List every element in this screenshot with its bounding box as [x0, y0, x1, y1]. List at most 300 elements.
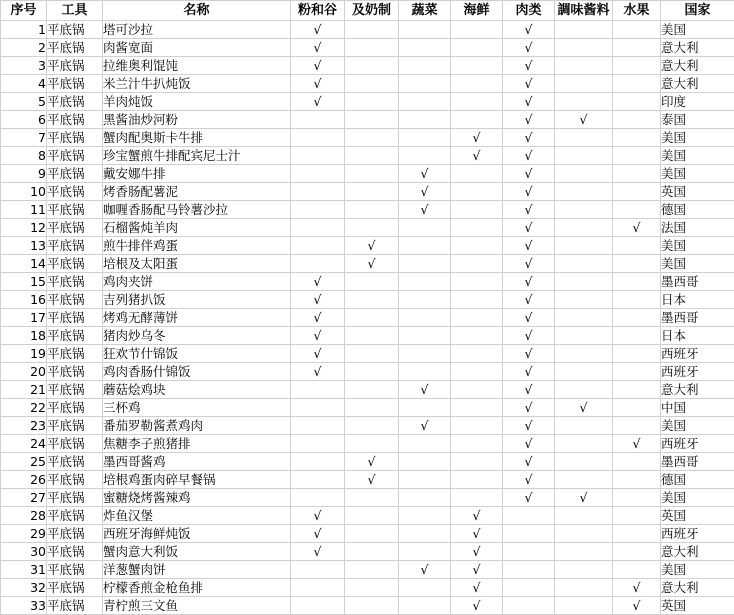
col-header-name[interactable]: 名称 — [103, 1, 291, 21]
cell-meat[interactable] — [503, 219, 555, 237]
col-header-grains[interactable]: 粉和谷 — [291, 1, 345, 21]
cell-sauces[interactable] — [555, 579, 613, 597]
cell-seafood[interactable] — [451, 57, 503, 75]
cell-grains[interactable] — [291, 453, 345, 471]
cell-tool[interactable]: 平底锅 — [47, 201, 103, 219]
cell-tool[interactable]: 平底锅 — [47, 129, 103, 147]
cell-fruit[interactable] — [613, 363, 661, 381]
cell-name[interactable]: 戴安娜牛排 — [103, 165, 291, 183]
cell-sauces[interactable] — [555, 219, 613, 237]
cell-country[interactable]: 西班牙 — [661, 345, 734, 363]
cell-grains[interactable] — [291, 525, 345, 543]
cell-sauces[interactable] — [555, 255, 613, 273]
cell-meat[interactable] — [503, 489, 555, 507]
cell-dairy[interactable] — [345, 561, 399, 579]
cell-name[interactable]: 蜜糖烧烤酱辣鸡 — [103, 489, 291, 507]
cell-fruit[interactable] — [613, 525, 661, 543]
cell-fruit[interactable] — [613, 561, 661, 579]
cell-dairy[interactable] — [345, 345, 399, 363]
cell-grains[interactable] — [291, 507, 345, 525]
cell-grains[interactable] — [291, 75, 345, 93]
cell-name[interactable]: 米兰汁牛扒炖饭 — [103, 75, 291, 93]
cell-id[interactable]: 21 — [1, 381, 47, 399]
cell-dairy[interactable] — [345, 165, 399, 183]
cell-tool[interactable]: 平底锅 — [47, 75, 103, 93]
cell-id[interactable]: 16 — [1, 291, 47, 309]
cell-country[interactable]: 意大利 — [661, 579, 734, 597]
cell-fruit[interactable] — [613, 165, 661, 183]
cell-country[interactable]: 墨西哥 — [661, 273, 734, 291]
cell-name[interactable]: 烤鸡无酵薄饼 — [103, 309, 291, 327]
cell-dairy[interactable] — [345, 39, 399, 57]
cell-grains[interactable] — [291, 399, 345, 417]
cell-sauces[interactable] — [555, 507, 613, 525]
cell-tool[interactable]: 平底锅 — [47, 219, 103, 237]
cell-grains[interactable] — [291, 219, 345, 237]
cell-dairy[interactable] — [345, 201, 399, 219]
cell-dairy[interactable] — [345, 147, 399, 165]
cell-country[interactable]: 墨西哥 — [661, 309, 734, 327]
cell-tool[interactable]: 平底锅 — [47, 399, 103, 417]
cell-tool[interactable]: 平底锅 — [47, 183, 103, 201]
cell-seafood[interactable] — [451, 579, 503, 597]
cell-name[interactable]: 青柠煎三文鱼 — [103, 597, 291, 615]
cell-vegetables[interactable] — [399, 507, 451, 525]
cell-tool[interactable]: 平底锅 — [47, 147, 103, 165]
cell-seafood[interactable] — [451, 273, 503, 291]
cell-vegetables[interactable] — [399, 489, 451, 507]
cell-id[interactable]: 7 — [1, 129, 47, 147]
cell-vegetables[interactable] — [399, 327, 451, 345]
cell-id[interactable]: 17 — [1, 309, 47, 327]
cell-grains[interactable] — [291, 345, 345, 363]
cell-tool[interactable]: 平底锅 — [47, 507, 103, 525]
cell-meat[interactable] — [503, 111, 555, 129]
cell-country[interactable]: 美国 — [661, 21, 734, 39]
cell-dairy[interactable] — [345, 111, 399, 129]
cell-id[interactable]: 25 — [1, 453, 47, 471]
cell-seafood[interactable] — [451, 75, 503, 93]
cell-id[interactable]: 31 — [1, 561, 47, 579]
cell-grains[interactable] — [291, 93, 345, 111]
cell-vegetables[interactable] — [399, 111, 451, 129]
cell-vegetables[interactable] — [399, 165, 451, 183]
cell-fruit[interactable] — [613, 237, 661, 255]
cell-dairy[interactable] — [345, 543, 399, 561]
cell-fruit[interactable] — [613, 435, 661, 453]
cell-seafood[interactable] — [451, 489, 503, 507]
cell-fruit[interactable] — [613, 327, 661, 345]
col-header-meat[interactable]: 肉类 — [503, 1, 555, 21]
col-header-sauces[interactable]: 調味酱料 — [555, 1, 613, 21]
cell-dairy[interactable] — [345, 435, 399, 453]
cell-fruit[interactable] — [613, 507, 661, 525]
cell-grains[interactable] — [291, 579, 345, 597]
cell-fruit[interactable] — [613, 471, 661, 489]
cell-fruit[interactable] — [613, 93, 661, 111]
cell-meat[interactable] — [503, 399, 555, 417]
cell-dairy[interactable] — [345, 597, 399, 615]
cell-sauces[interactable] — [555, 147, 613, 165]
cell-seafood[interactable] — [451, 345, 503, 363]
cell-grains[interactable] — [291, 129, 345, 147]
cell-meat[interactable] — [503, 435, 555, 453]
cell-sauces[interactable] — [555, 327, 613, 345]
cell-id[interactable]: 30 — [1, 543, 47, 561]
cell-grains[interactable] — [291, 381, 345, 399]
col-header-vegetables[interactable]: 蔬菜 — [399, 1, 451, 21]
cell-seafood[interactable] — [451, 309, 503, 327]
cell-tool[interactable]: 平底锅 — [47, 327, 103, 345]
cell-vegetables[interactable] — [399, 471, 451, 489]
cell-dairy[interactable] — [345, 273, 399, 291]
cell-meat[interactable] — [503, 39, 555, 57]
cell-id[interactable]: 5 — [1, 93, 47, 111]
cell-grains[interactable] — [291, 237, 345, 255]
cell-vegetables[interactable] — [399, 291, 451, 309]
cell-tool[interactable]: 平底锅 — [47, 525, 103, 543]
cell-seafood[interactable] — [451, 39, 503, 57]
cell-tool[interactable]: 平底锅 — [47, 111, 103, 129]
cell-grains[interactable] — [291, 417, 345, 435]
cell-tool[interactable]: 平底锅 — [47, 363, 103, 381]
cell-dairy[interactable] — [345, 453, 399, 471]
cell-country[interactable]: 墨西哥 — [661, 453, 734, 471]
cell-vegetables[interactable] — [399, 345, 451, 363]
cell-dairy[interactable] — [345, 579, 399, 597]
cell-meat[interactable] — [503, 201, 555, 219]
cell-id[interactable]: 15 — [1, 273, 47, 291]
cell-name[interactable]: 蟹肉意大利饭 — [103, 543, 291, 561]
cell-vegetables[interactable] — [399, 129, 451, 147]
cell-sauces[interactable] — [555, 597, 613, 615]
cell-dairy[interactable] — [345, 471, 399, 489]
cell-country[interactable]: 意大利 — [661, 75, 734, 93]
cell-tool[interactable]: 平底锅 — [47, 489, 103, 507]
cell-sauces[interactable] — [555, 363, 613, 381]
cell-dairy[interactable] — [345, 183, 399, 201]
cell-seafood[interactable] — [451, 561, 503, 579]
cell-name[interactable]: 三杯鸡 — [103, 399, 291, 417]
cell-fruit[interactable] — [613, 597, 661, 615]
cell-sauces[interactable] — [555, 129, 613, 147]
cell-fruit[interactable] — [613, 75, 661, 93]
cell-vegetables[interactable] — [399, 399, 451, 417]
cell-grains[interactable] — [291, 543, 345, 561]
cell-country[interactable]: 美国 — [661, 417, 734, 435]
cell-fruit[interactable] — [613, 111, 661, 129]
cell-name[interactable]: 墨西哥酱鸡 — [103, 453, 291, 471]
cell-grains[interactable] — [291, 489, 345, 507]
cell-dairy[interactable] — [345, 129, 399, 147]
cell-seafood[interactable] — [451, 165, 503, 183]
cell-sauces[interactable] — [555, 39, 613, 57]
cell-vegetables[interactable] — [399, 237, 451, 255]
cell-grains[interactable] — [291, 435, 345, 453]
cell-fruit[interactable] — [613, 57, 661, 75]
cell-country[interactable]: 德国 — [661, 471, 734, 489]
cell-id[interactable]: 1 — [1, 21, 47, 39]
cell-tool[interactable]: 平底锅 — [47, 39, 103, 57]
cell-country[interactable]: 意大利 — [661, 57, 734, 75]
cell-seafood[interactable] — [451, 129, 503, 147]
cell-sauces[interactable] — [555, 237, 613, 255]
cell-tool[interactable]: 平底锅 — [47, 417, 103, 435]
cell-dairy[interactable] — [345, 57, 399, 75]
cell-seafood[interactable] — [451, 147, 503, 165]
cell-meat[interactable] — [503, 579, 555, 597]
cell-country[interactable]: 印度 — [661, 93, 734, 111]
cell-fruit[interactable] — [613, 255, 661, 273]
cell-grains[interactable] — [291, 21, 345, 39]
cell-sauces[interactable] — [555, 489, 613, 507]
cell-dairy[interactable] — [345, 21, 399, 39]
cell-id[interactable]: 3 — [1, 57, 47, 75]
cell-vegetables[interactable] — [399, 597, 451, 615]
cell-seafood[interactable] — [451, 399, 503, 417]
cell-vegetables[interactable] — [399, 273, 451, 291]
cell-id[interactable]: 32 — [1, 579, 47, 597]
cell-meat[interactable] — [503, 255, 555, 273]
cell-grains[interactable] — [291, 363, 345, 381]
cell-fruit[interactable] — [613, 309, 661, 327]
cell-fruit[interactable] — [613, 579, 661, 597]
cell-id[interactable]: 9 — [1, 165, 47, 183]
cell-name[interactable]: 黑酱油炒河粉 — [103, 111, 291, 129]
cell-id[interactable]: 6 — [1, 111, 47, 129]
cell-dairy[interactable] — [345, 93, 399, 111]
cell-name[interactable]: 番茄罗勒酱煮鸡肉 — [103, 417, 291, 435]
cell-sauces[interactable] — [555, 435, 613, 453]
cell-tool[interactable]: 平底锅 — [47, 597, 103, 615]
cell-seafood[interactable] — [451, 453, 503, 471]
cell-sauces[interactable] — [555, 75, 613, 93]
cell-id[interactable]: 20 — [1, 363, 47, 381]
cell-meat[interactable] — [503, 597, 555, 615]
cell-tool[interactable]: 平底锅 — [47, 273, 103, 291]
cell-id[interactable]: 19 — [1, 345, 47, 363]
cell-seafood[interactable] — [451, 543, 503, 561]
cell-country[interactable]: 美国 — [661, 561, 734, 579]
cell-vegetables[interactable] — [399, 57, 451, 75]
cell-seafood[interactable] — [451, 201, 503, 219]
cell-name[interactable]: 羊肉炖饭 — [103, 93, 291, 111]
cell-name[interactable]: 蟹肉配奥斯卡牛排 — [103, 129, 291, 147]
cell-id[interactable]: 2 — [1, 39, 47, 57]
cell-id[interactable]: 10 — [1, 183, 47, 201]
cell-grains[interactable] — [291, 273, 345, 291]
cell-seafood[interactable] — [451, 525, 503, 543]
cell-id[interactable]: 22 — [1, 399, 47, 417]
cell-tool[interactable]: 平底锅 — [47, 21, 103, 39]
cell-vegetables[interactable] — [399, 39, 451, 57]
cell-tool[interactable]: 平底锅 — [47, 345, 103, 363]
cell-vegetables[interactable] — [399, 183, 451, 201]
cell-id[interactable]: 12 — [1, 219, 47, 237]
cell-grains[interactable] — [291, 309, 345, 327]
cell-meat[interactable] — [503, 363, 555, 381]
cell-country[interactable]: 中国 — [661, 399, 734, 417]
cell-seafood[interactable] — [451, 435, 503, 453]
cell-id[interactable]: 8 — [1, 147, 47, 165]
cell-seafood[interactable] — [451, 21, 503, 39]
cell-vegetables[interactable] — [399, 219, 451, 237]
cell-sauces[interactable] — [555, 345, 613, 363]
cell-vegetables[interactable] — [399, 453, 451, 471]
cell-sauces[interactable] — [555, 417, 613, 435]
cell-sauces[interactable] — [555, 183, 613, 201]
cell-fruit[interactable] — [613, 129, 661, 147]
cell-name[interactable]: 炸鱼汉堡 — [103, 507, 291, 525]
cell-tool[interactable]: 平底锅 — [47, 165, 103, 183]
cell-name[interactable]: 烤香肠配薯泥 — [103, 183, 291, 201]
cell-sauces[interactable] — [555, 93, 613, 111]
cell-country[interactable]: 泰国 — [661, 111, 734, 129]
cell-vegetables[interactable] — [399, 21, 451, 39]
cell-id[interactable]: 4 — [1, 75, 47, 93]
cell-meat[interactable] — [503, 93, 555, 111]
cell-name[interactable]: 吉列猪扒饭 — [103, 291, 291, 309]
cell-country[interactable]: 法国 — [661, 219, 734, 237]
cell-country[interactable]: 西班牙 — [661, 435, 734, 453]
cell-meat[interactable] — [503, 237, 555, 255]
cell-tool[interactable]: 平底锅 — [47, 471, 103, 489]
cell-fruit[interactable] — [613, 399, 661, 417]
cell-meat[interactable] — [503, 183, 555, 201]
cell-grains[interactable] — [291, 57, 345, 75]
cell-name[interactable]: 洋葱蟹肉饼 — [103, 561, 291, 579]
cell-seafood[interactable] — [451, 111, 503, 129]
cell-country[interactable]: 英国 — [661, 507, 734, 525]
cell-meat[interactable] — [503, 507, 555, 525]
cell-country[interactable]: 英国 — [661, 183, 734, 201]
cell-tool[interactable]: 平底锅 — [47, 453, 103, 471]
cell-meat[interactable] — [503, 561, 555, 579]
cell-name[interactable]: 咖喱香肠配马铃薯沙拉 — [103, 201, 291, 219]
cell-dairy[interactable] — [345, 75, 399, 93]
cell-dairy[interactable] — [345, 219, 399, 237]
cell-sauces[interactable] — [555, 309, 613, 327]
cell-dairy[interactable] — [345, 525, 399, 543]
cell-name[interactable]: 鸡肉夹饼 — [103, 273, 291, 291]
cell-country[interactable]: 西班牙 — [661, 525, 734, 543]
cell-country[interactable]: 美国 — [661, 165, 734, 183]
cell-grains[interactable] — [291, 39, 345, 57]
cell-id[interactable]: 26 — [1, 471, 47, 489]
cell-vegetables[interactable] — [399, 309, 451, 327]
cell-grains[interactable] — [291, 165, 345, 183]
cell-vegetables[interactable] — [399, 543, 451, 561]
cell-name[interactable]: 拉维奥利馄饨 — [103, 57, 291, 75]
cell-seafood[interactable] — [451, 507, 503, 525]
cell-fruit[interactable] — [613, 219, 661, 237]
cell-name[interactable]: 煎牛排伴鸡蛋 — [103, 237, 291, 255]
cell-meat[interactable] — [503, 345, 555, 363]
cell-tool[interactable]: 平底锅 — [47, 237, 103, 255]
cell-name[interactable]: 西班牙海鲜炖饭 — [103, 525, 291, 543]
cell-vegetables[interactable] — [399, 435, 451, 453]
cell-id[interactable]: 11 — [1, 201, 47, 219]
cell-tool[interactable]: 平底锅 — [47, 543, 103, 561]
cell-country[interactable]: 意大利 — [661, 543, 734, 561]
cell-country[interactable]: 美国 — [661, 237, 734, 255]
cell-id[interactable]: 27 — [1, 489, 47, 507]
cell-seafood[interactable] — [451, 381, 503, 399]
cell-name[interactable]: 狂欢节什锦饭 — [103, 345, 291, 363]
cell-id[interactable]: 33 — [1, 597, 47, 615]
cell-sauces[interactable] — [555, 291, 613, 309]
cell-fruit[interactable] — [613, 543, 661, 561]
cell-id[interactable]: 23 — [1, 417, 47, 435]
cell-fruit[interactable] — [613, 381, 661, 399]
cell-seafood[interactable] — [451, 291, 503, 309]
cell-vegetables[interactable] — [399, 147, 451, 165]
cell-seafood[interactable] — [451, 93, 503, 111]
cell-name[interactable]: 培根及太阳蛋 — [103, 255, 291, 273]
cell-name[interactable]: 焦糖李子煎猪排 — [103, 435, 291, 453]
cell-tool[interactable]: 平底锅 — [47, 291, 103, 309]
cell-name[interactable]: 培根鸡蛋肉碎早餐锅 — [103, 471, 291, 489]
cell-sauces[interactable] — [555, 201, 613, 219]
cell-tool[interactable]: 平底锅 — [47, 57, 103, 75]
cell-seafood[interactable] — [451, 183, 503, 201]
cell-fruit[interactable] — [613, 489, 661, 507]
cell-country[interactable]: 美国 — [661, 147, 734, 165]
cell-tool[interactable]: 平底锅 — [47, 309, 103, 327]
cell-vegetables[interactable] — [399, 255, 451, 273]
cell-meat[interactable] — [503, 147, 555, 165]
cell-dairy[interactable] — [345, 417, 399, 435]
cell-grains[interactable] — [291, 183, 345, 201]
cell-grains[interactable] — [291, 111, 345, 129]
cell-seafood[interactable] — [451, 237, 503, 255]
cell-id[interactable]: 18 — [1, 327, 47, 345]
cell-country[interactable]: 意大利 — [661, 381, 734, 399]
cell-fruit[interactable] — [613, 453, 661, 471]
cell-vegetables[interactable] — [399, 561, 451, 579]
cell-tool[interactable]: 平底锅 — [47, 255, 103, 273]
cell-tool[interactable]: 平底锅 — [47, 93, 103, 111]
cell-sauces[interactable] — [555, 525, 613, 543]
cell-dairy[interactable] — [345, 507, 399, 525]
cell-dairy[interactable] — [345, 399, 399, 417]
cell-grains[interactable] — [291, 147, 345, 165]
cell-grains[interactable] — [291, 561, 345, 579]
cell-sauces[interactable] — [555, 399, 613, 417]
cell-fruit[interactable] — [613, 147, 661, 165]
cell-country[interactable]: 美国 — [661, 129, 734, 147]
cell-meat[interactable] — [503, 471, 555, 489]
cell-sauces[interactable] — [555, 273, 613, 291]
col-header-dairy[interactable]: 及奶制 — [345, 1, 399, 21]
cell-grains[interactable] — [291, 471, 345, 489]
cell-country[interactable]: 意大利 — [661, 39, 734, 57]
cell-vegetables[interactable] — [399, 381, 451, 399]
cell-sauces[interactable] — [555, 21, 613, 39]
cell-meat[interactable] — [503, 453, 555, 471]
cell-fruit[interactable] — [613, 273, 661, 291]
cell-dairy[interactable] — [345, 291, 399, 309]
cell-sauces[interactable] — [555, 471, 613, 489]
cell-meat[interactable] — [503, 21, 555, 39]
cell-vegetables[interactable] — [399, 93, 451, 111]
cell-country[interactable]: 英国 — [661, 597, 734, 615]
cell-name[interactable]: 肉酱宽面 — [103, 39, 291, 57]
cell-id[interactable]: 29 — [1, 525, 47, 543]
cell-dairy[interactable] — [345, 309, 399, 327]
cell-dairy[interactable] — [345, 237, 399, 255]
cell-sauces[interactable] — [555, 561, 613, 579]
